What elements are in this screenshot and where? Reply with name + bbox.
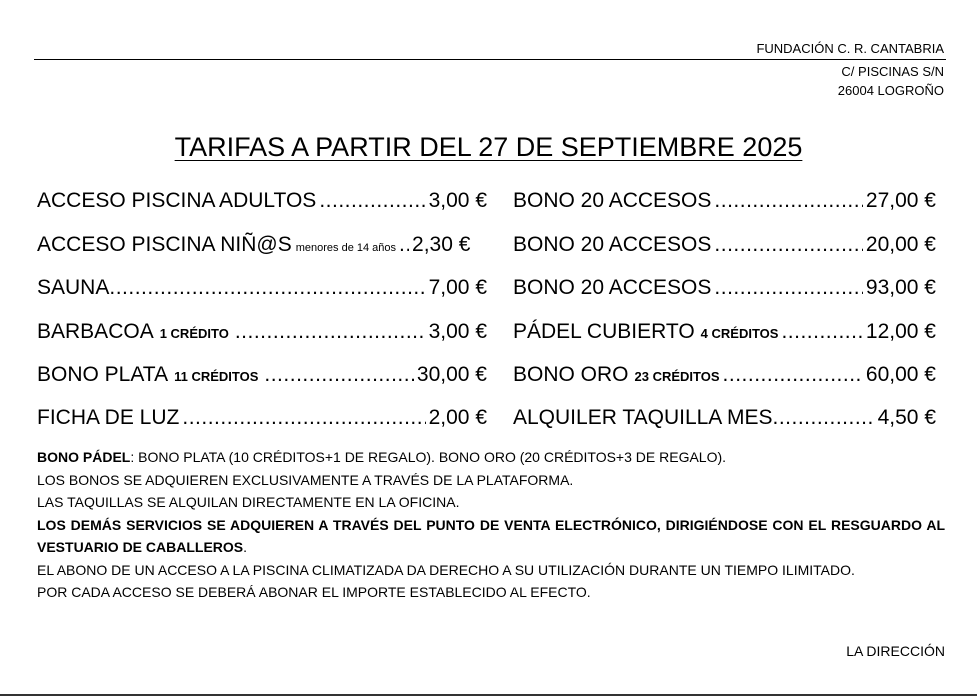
tariff-row	[513, 274, 936, 302]
tariff-note: 11 CRÉDITOS	[174, 369, 259, 384]
tariff-price: 4,50 €	[877, 406, 936, 429]
note-padel	[37, 446, 945, 469]
tariff-label: BONO PLATA	[37, 363, 169, 386]
tariff-row	[37, 274, 487, 302]
tariff-price: 3,00 €	[428, 320, 487, 343]
dot-leader	[399, 231, 409, 259]
note-importe: POR CADA ACCESO SE DEBERÁ ABONAR EL IMPORTE ESTABLECIDO AL EFECTO.	[37, 584, 591, 600]
dot-leader	[714, 187, 863, 215]
note-services-end: .	[243, 539, 248, 555]
note-padel-bold: BONO PÁDEL	[37, 449, 131, 465]
tariff-price: 20,00 €	[865, 233, 936, 256]
tariff-price: 2,30 €	[412, 233, 471, 256]
tariff-price: 30,00 €	[416, 363, 487, 386]
dot-leader	[714, 274, 863, 302]
note-padel-text: : BONO PLATA (10 CRÉDITOS+1 DE REGALO). BONO ORO (20 CRÉDITOS+3 DE REGALO).	[130, 449, 727, 465]
tariff-row	[513, 361, 936, 389]
tariff-row	[37, 318, 487, 346]
dot-leader	[109, 274, 425, 302]
dot-leader	[714, 231, 863, 259]
tariff-label: BONO 20 ACCESOS	[513, 189, 712, 212]
tariff-label: FICHA DE LUZ	[37, 406, 180, 429]
note-abono: EL ABONO DE UN ACCESO A LA PISCINA CLIMATIZADA DA DERECHO A SU UTILIZACIÓN DURANTE UN TIEMPO ILIMITADO.	[37, 561, 855, 578]
dot-leader	[319, 187, 425, 215]
tariff-note: 4 CRÉDITOS	[700, 326, 779, 341]
tariff-price: 3,00 €	[428, 189, 487, 212]
page-title	[0, 131, 977, 163]
tariff-price: 93,00 €	[865, 276, 936, 299]
dot-leader	[182, 404, 425, 432]
page-title-text: TARIFAS A PARTIR DEL 27 DE SEPTIEMBRE 2025	[174, 132, 803, 162]
dot-leader	[264, 361, 414, 389]
note-services-bold: LOS DEMÁS SERVICIOS SE ADQUIEREN A TRAVÉS DEL PUNTO DE VENTA ELECTRÓNICO, DIRIGIÉNDOSE CON EL RESGUARDO AL VESTUARIO DE CABALLEROS	[37, 516, 945, 555]
header-organization: FUNDACIÓN C. R. CANTABRIA	[756, 41, 944, 56]
tariff-label: SAUNA	[37, 276, 110, 299]
tariff-label: ACCESO PISCINA NIÑ@S	[37, 233, 292, 256]
tariff-price: 27,00 €	[865, 189, 936, 212]
tariff-row	[37, 361, 487, 389]
tariff-row	[513, 318, 936, 346]
tariff-note: 1 CRÉDITO	[159, 326, 229, 341]
header-address: C/ PISCINAS S/N	[841, 64, 944, 79]
dot-leader	[781, 318, 862, 346]
note-services	[37, 514, 945, 559]
note-taquillas: LAS TAQUILLAS SE ALQUILAN DIRECTAMENTE EN LA OFICINA.	[37, 494, 460, 510]
dot-leader	[723, 361, 863, 389]
tariff-row	[37, 231, 487, 259]
header-divider	[34, 59, 946, 60]
tariff-note: menores de 14 años	[295, 242, 397, 254]
tariff-row	[513, 231, 936, 259]
tariff-label: ALQUILER TAQUILLA MES	[513, 406, 773, 429]
tariff-label: PÁDEL CUBIERTO	[513, 320, 695, 343]
bottom-border	[0, 694, 977, 696]
tariff-price: 2,00 €	[428, 406, 487, 429]
signature: LA DIRECCIÓN	[846, 643, 945, 659]
tariff-row	[37, 187, 487, 215]
notes-section	[37, 446, 945, 604]
tariff-row	[37, 404, 487, 432]
dot-leader	[773, 404, 875, 432]
note-bonos: LOS BONOS SE ADQUIEREN EXCLUSIVAMENTE A TRAVÉS DE LA PLATAFORMA.	[37, 471, 574, 488]
dot-leader	[235, 318, 426, 346]
tariff-label: BONO 20 ACCESOS	[513, 233, 712, 256]
tariff-label: ACCESO PISCINA ADULTOS	[37, 189, 317, 212]
tariff-price: 7,00 €	[428, 276, 487, 299]
tariff-label: BARBACOA	[37, 320, 154, 343]
tariff-label: BONO ORO	[513, 363, 629, 386]
tariff-row	[513, 404, 936, 432]
tariff-price: 12,00 €	[865, 320, 936, 343]
tariff-row	[513, 187, 936, 215]
tariff-price: 60,00 €	[865, 363, 936, 386]
tariff-label: BONO 20 ACCESOS	[513, 276, 712, 299]
header-city: 26004 LOGROÑO	[837, 83, 944, 98]
tariff-note: 23 CRÉDITOS	[634, 369, 720, 384]
